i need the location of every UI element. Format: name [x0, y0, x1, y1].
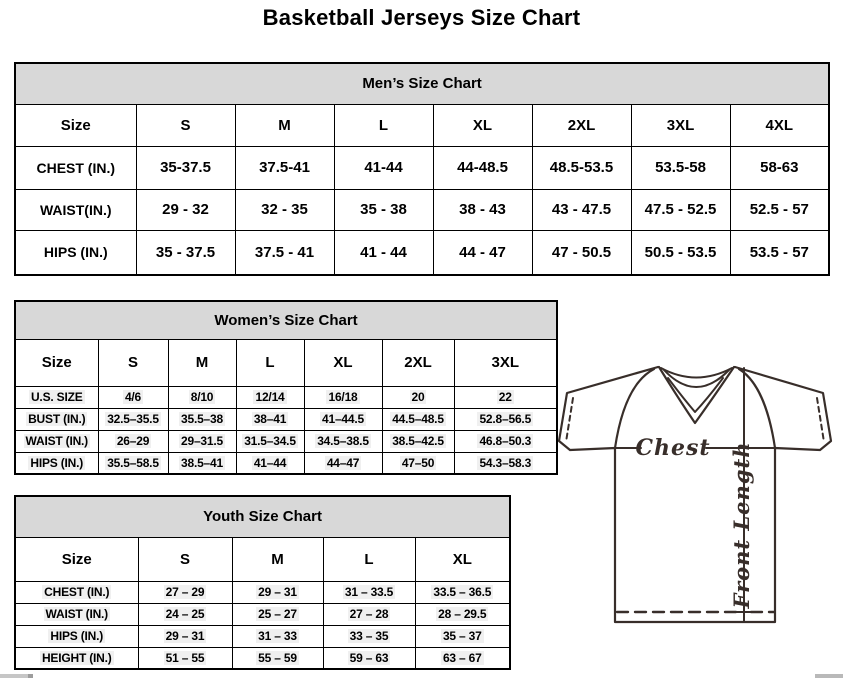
- mens-row-label: HIPS (IN.): [15, 230, 136, 275]
- table-row: [15, 408, 557, 430]
- table-cell: 44-48.5: [433, 146, 532, 189]
- table-cell: [232, 647, 323, 669]
- cell-text: 38.5–42.5: [392, 434, 444, 448]
- table-cell: 47 - 50.5: [532, 230, 631, 275]
- cell-text: 25 – 27: [258, 607, 297, 621]
- table-cell: [382, 386, 454, 408]
- chest-label: Chest: [635, 435, 711, 461]
- table-cell: 37.5 - 41: [235, 230, 334, 275]
- cell-text: 55 – 59: [258, 650, 297, 665]
- womens-row-label: [15, 408, 98, 430]
- cell-text: 59 – 63: [349, 650, 389, 665]
- jersey-outline: [559, 367, 831, 622]
- table-cell: 41-44: [334, 146, 433, 189]
- cell-text: 12/14: [255, 390, 285, 404]
- cell-text: 29 – 31: [165, 629, 205, 643]
- cell-text: 33.5 – 36.5: [433, 585, 492, 599]
- table-cell: [304, 408, 382, 430]
- mens-corner-header: Size: [15, 104, 136, 146]
- table-cell: [236, 452, 304, 474]
- youth-size-table: [14, 495, 511, 670]
- table-cell: [415, 625, 510, 647]
- cell-text: 41–44: [253, 455, 287, 470]
- table-cell: [232, 581, 323, 603]
- cell-text: 32.5–35.5: [107, 412, 159, 426]
- table-cell: [323, 581, 415, 603]
- table-cell: 32 - 35: [235, 189, 334, 230]
- table-cell: 38 - 43: [433, 189, 532, 230]
- table-cell: [98, 408, 168, 430]
- cell-text: 35.5–38: [181, 412, 223, 426]
- youth-corner-header: Size: [15, 537, 138, 581]
- table-cell: 29 - 32: [136, 189, 235, 230]
- cell-text: 35.5–58.5: [107, 455, 159, 470]
- mens-table-title: Men’s Size Chart: [15, 63, 829, 104]
- table-row: [15, 146, 829, 189]
- row-label-text: WAIST (IN.): [45, 607, 108, 621]
- youth-row-label: [15, 603, 138, 625]
- table-cell: 35-37.5: [136, 146, 235, 189]
- womens-col-header: 3XL: [454, 339, 557, 386]
- table-cell: 43 - 47.5: [532, 189, 631, 230]
- mens-col-header: 3XL: [631, 104, 730, 146]
- table-cell: [382, 430, 454, 452]
- table-cell: 53.5 - 57: [730, 230, 829, 275]
- jersey-cuff-seam-right: [817, 398, 824, 442]
- table-cell: [98, 452, 168, 474]
- table-cell: [454, 430, 557, 452]
- table-cell: [236, 386, 304, 408]
- cell-text: 24 – 25: [165, 607, 205, 621]
- cell-text: 28 – 29.5: [438, 607, 487, 621]
- cell-text: 35 – 37: [442, 629, 482, 643]
- jersey-cuff-seam-left: [566, 398, 573, 442]
- table-row: [15, 647, 510, 669]
- cell-text: 31.5–34.5: [244, 434, 296, 448]
- table-cell: 41 - 44: [334, 230, 433, 275]
- table-cell: [232, 603, 323, 625]
- cell-text: 29–31.5: [181, 434, 223, 448]
- cell-text: 26–29: [116, 434, 150, 448]
- horizontal-scrollbar-cap[interactable]: [28, 674, 33, 678]
- womens-col-header: S: [98, 339, 168, 386]
- cell-text: 34.5–38.5: [317, 434, 369, 448]
- cell-text: 46.8–50.3: [479, 434, 532, 448]
- cell-text: 27 – 28: [349, 607, 389, 621]
- row-label-text: U.S. SIZE: [30, 390, 83, 404]
- youth-col-header: XL: [415, 537, 510, 581]
- cell-text: 31 – 33.5: [344, 585, 394, 599]
- table-cell: 50.5 - 53.5: [631, 230, 730, 275]
- page-title: Basketball Jerseys Size Chart: [262, 5, 581, 30]
- cell-text: 4/6: [124, 390, 142, 404]
- table-cell: [236, 408, 304, 430]
- womens-col-header: L: [236, 339, 304, 386]
- table-row: [15, 452, 557, 474]
- cell-text: 27 – 29: [165, 585, 205, 599]
- cell-text: 47–50: [401, 455, 435, 470]
- table-cell: [168, 430, 236, 452]
- table-row: [15, 603, 510, 625]
- table-cell: 58-63: [730, 146, 829, 189]
- table-cell: 35 - 37.5: [136, 230, 235, 275]
- table-cell: 47.5 - 52.5: [631, 189, 730, 230]
- jersey-diagram: [555, 360, 843, 632]
- table-cell: [236, 430, 304, 452]
- table-row: [15, 189, 829, 230]
- womens-corner-header: Size: [15, 339, 98, 386]
- table-cell: [304, 386, 382, 408]
- table-cell: [382, 408, 454, 430]
- row-label-text: HIPS (IN.): [50, 629, 104, 643]
- cell-text: 63 – 67: [442, 650, 482, 665]
- cell-text: 38–41: [253, 412, 287, 426]
- cell-text: 29 – 31: [258, 585, 297, 599]
- table-cell: [98, 430, 168, 452]
- youth-col-header: L: [323, 537, 415, 581]
- table-cell: [232, 625, 323, 647]
- table-cell: 53.5-58: [631, 146, 730, 189]
- table-cell: 35 - 38: [334, 189, 433, 230]
- table-cell: [98, 386, 168, 408]
- table-cell: 44 - 47: [433, 230, 532, 275]
- youth-row-label: [15, 647, 138, 669]
- row-label-text: HIPS (IN.): [30, 455, 84, 470]
- womens-row-label: [15, 386, 98, 408]
- table-row: [15, 230, 829, 275]
- cell-text: 16/18: [328, 390, 358, 404]
- table-cell: [323, 625, 415, 647]
- womens-col-header: 2XL: [382, 339, 454, 386]
- row-label-text: CHEST (IN.): [44, 585, 110, 599]
- womens-size-table: [14, 300, 558, 475]
- table-cell: [304, 452, 382, 474]
- table-cell: [454, 408, 557, 430]
- table-row: [15, 581, 510, 603]
- table-cell: [415, 647, 510, 669]
- table-cell: [168, 452, 236, 474]
- cell-text: 51 – 55: [165, 650, 205, 665]
- youth-table-title: Youth Size Chart: [15, 496, 510, 537]
- youth-row-label: [15, 625, 138, 647]
- mens-col-header: L: [334, 104, 433, 146]
- youth-col-header: M: [232, 537, 323, 581]
- table-cell: [415, 581, 510, 603]
- row-label-text: BUST (IN.): [28, 412, 86, 426]
- cell-text: 54.3–58.3: [479, 455, 532, 470]
- front-length-label: Front Length: [729, 441, 754, 609]
- mens-row-label: WAIST(IN.): [15, 189, 136, 230]
- table-row: [15, 625, 510, 647]
- mens-col-header: XL: [433, 104, 532, 146]
- youth-row-label: [15, 581, 138, 603]
- mens-row-label: CHEST (IN.): [15, 146, 136, 189]
- table-cell: [323, 603, 415, 625]
- table-cell: [454, 452, 557, 474]
- cell-text: 41–44.5: [322, 412, 364, 426]
- row-label-text: WAIST (IN.): [25, 434, 88, 448]
- table-cell: 48.5-53.5: [532, 146, 631, 189]
- table-cell: [323, 647, 415, 669]
- table-cell: [304, 430, 382, 452]
- table-cell: [138, 581, 232, 603]
- table-row: [15, 386, 557, 408]
- table-cell: 52.5 - 57: [730, 189, 829, 230]
- womens-col-header: M: [168, 339, 236, 386]
- mens-col-header: S: [136, 104, 235, 146]
- womens-col-header: XL: [304, 339, 382, 386]
- table-cell: [415, 603, 510, 625]
- mens-size-table: [14, 62, 830, 276]
- mens-col-header: M: [235, 104, 334, 146]
- youth-col-header: S: [138, 537, 232, 581]
- cell-text: 8/10: [190, 390, 214, 404]
- table-cell: [382, 452, 454, 474]
- table-row: [15, 430, 557, 452]
- cell-text: 20: [411, 390, 425, 404]
- table-cell: [168, 408, 236, 430]
- mens-col-header: 4XL: [730, 104, 829, 146]
- womens-row-label: [15, 452, 98, 474]
- cell-text: 38.5–41: [181, 455, 223, 470]
- mens-col-header: 2XL: [532, 104, 631, 146]
- table-cell: [168, 386, 236, 408]
- cell-text: 31 – 33: [258, 629, 297, 643]
- table-cell: [138, 647, 232, 669]
- cell-text: 33 – 35: [349, 629, 389, 643]
- table-cell: [138, 625, 232, 647]
- cell-text: 52.8–56.5: [479, 412, 532, 426]
- horizontal-scrollbar-thumb-right[interactable]: [815, 674, 843, 678]
- table-cell: 37.5-41: [235, 146, 334, 189]
- row-label-text: HEIGHT (IN.): [41, 650, 112, 665]
- cell-text: 44–47: [326, 455, 360, 470]
- cell-text: 44.5–48.5: [392, 412, 444, 426]
- cell-text: 22: [498, 390, 512, 404]
- table-cell: [454, 386, 557, 408]
- table-cell: [138, 603, 232, 625]
- womens-table-title: Women’s Size Chart: [15, 301, 557, 339]
- womens-row-label: [15, 430, 98, 452]
